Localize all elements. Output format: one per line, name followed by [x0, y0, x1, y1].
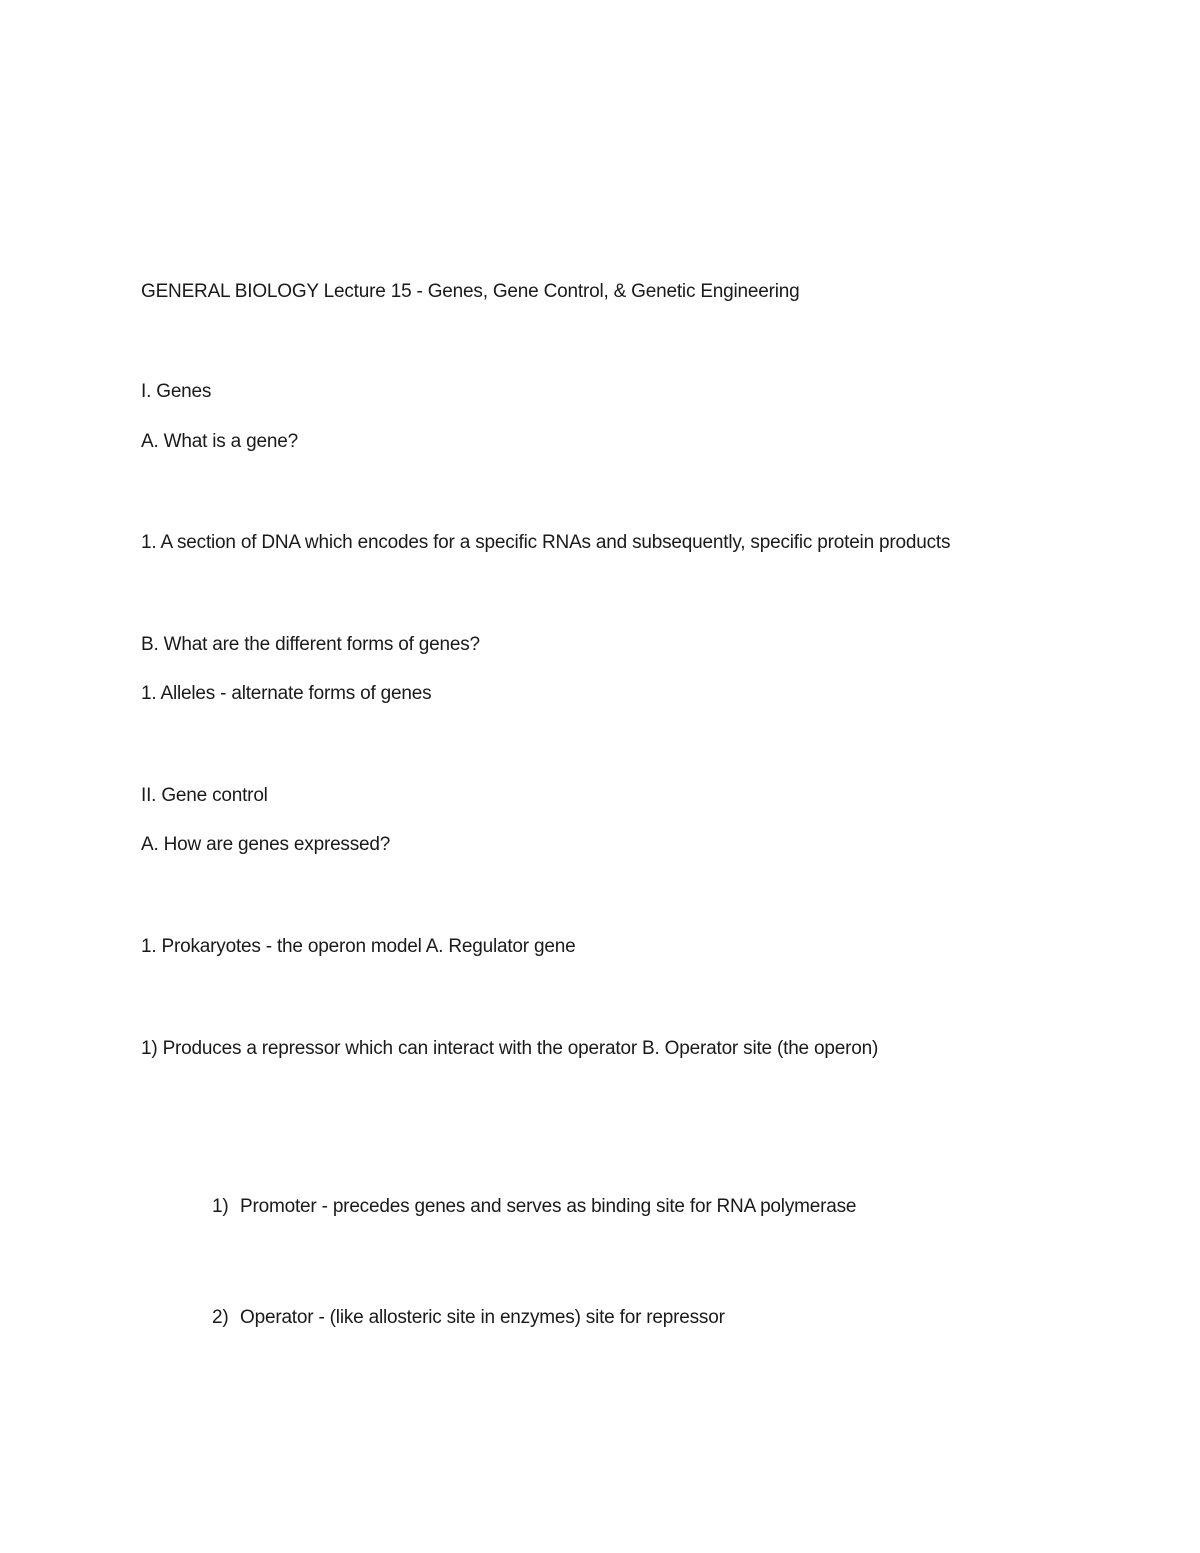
- prokaryotes-operon-item: 1. Prokaryotes - the operon model A. Regulator gene: [141, 936, 576, 957]
- subheading-gene-forms: B. What are the different forms of genes?: [141, 634, 480, 655]
- repressor-item: 1) Produces a repressor which can interact with the operator B. Operator site (the operon): [141, 1038, 879, 1059]
- alleles-item: 1. Alleles - alternate forms of genes: [141, 683, 432, 704]
- operator-item: [212, 1308, 725, 1327]
- subheading-gene-expression: A. How are genes expressed?: [141, 834, 391, 855]
- section-heading-gene-control: II. Gene control: [141, 785, 268, 806]
- section-heading-genes: I. Genes: [141, 381, 212, 402]
- promoter-text: Promoter - precedes genes and serves as binding site for RNA polymerase: [240, 1196, 857, 1217]
- promoter-item: [212, 1197, 856, 1216]
- operator-text: Operator - (like allosteric site in enzymes) site for repressor: [240, 1307, 725, 1328]
- subheading-what-is-gene: A. What is a gene?: [141, 431, 298, 452]
- list-marker: 2): [212, 1307, 229, 1328]
- gene-definition-item: 1. A section of DNA which encodes for a specific RNAs and subsequently, specific protein products: [141, 532, 951, 553]
- list-marker: 1): [212, 1196, 229, 1217]
- document-title: GENERAL BIOLOGY Lecture 15 - Genes, Gene Control, & Genetic Engineering: [141, 281, 800, 302]
